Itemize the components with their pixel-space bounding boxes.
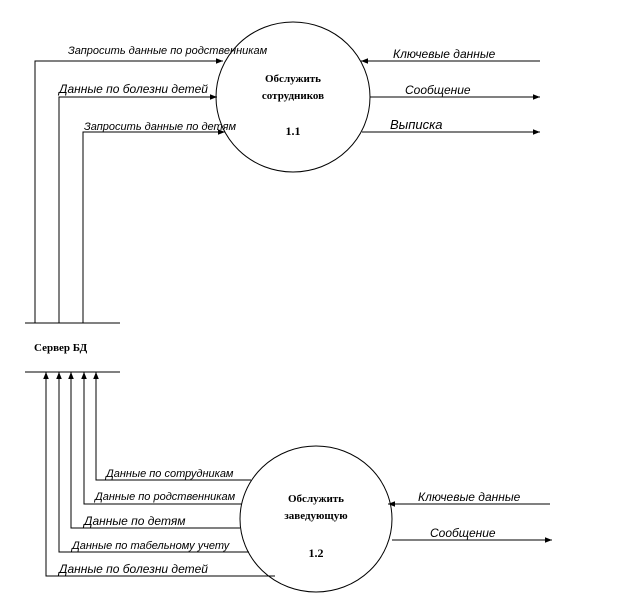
flow-message-bottom-label: Сообщение xyxy=(430,526,496,540)
flow-extract-label: Выписка xyxy=(390,117,443,132)
flow-key-data-bottom-label: Ключевые данные xyxy=(418,490,521,504)
flow-key-data-bottom xyxy=(388,490,550,504)
flow-key-data-top xyxy=(361,47,540,61)
process-1-1-title-line2: сотрудников xyxy=(261,90,325,102)
flow-relatives-data xyxy=(84,372,242,504)
flow-request-children xyxy=(83,121,236,323)
flow-employees-data-label: Данные по сотрудникам xyxy=(106,468,234,480)
flow-request-children-label: Запросить данные по детям xyxy=(84,121,236,133)
flow-employees-data xyxy=(96,372,251,480)
flow-request-relatives-label: Запросить данные по родственникам xyxy=(68,45,268,57)
datastore-label: Сервер БД xyxy=(34,342,88,354)
process-1-2 xyxy=(240,446,392,592)
process-1-1-number: 1.1 xyxy=(285,124,301,138)
process-1-2-title-line2: заведующую xyxy=(284,510,348,522)
flow-extract xyxy=(362,117,540,132)
process-1-1-title-line1: Обслужить xyxy=(265,73,321,85)
flow-illness-children-top xyxy=(57,82,217,323)
flow-children-data-label: Данные по детям xyxy=(84,514,186,528)
flow-message-top xyxy=(370,83,540,97)
process-1-2-title-line1: Обслужить xyxy=(288,493,344,505)
flow-illness-children-top-label: Данные по болезни детей xyxy=(59,82,208,96)
process-1-2-number: 1.2 xyxy=(308,546,324,560)
flow-relatives-data-label: Данные по родственникам xyxy=(95,491,236,503)
datastore-server-db xyxy=(25,323,120,372)
flow-message-bottom xyxy=(392,526,552,540)
flow-key-data-top-label: Ключевые данные xyxy=(393,47,496,61)
flow-illness-children-bottom-label: Данные по болезни детей xyxy=(59,562,208,576)
flow-message-top-label: Сообщение xyxy=(405,83,471,97)
flow-timesheet-data-label: Данные по табельному учету xyxy=(72,540,230,552)
